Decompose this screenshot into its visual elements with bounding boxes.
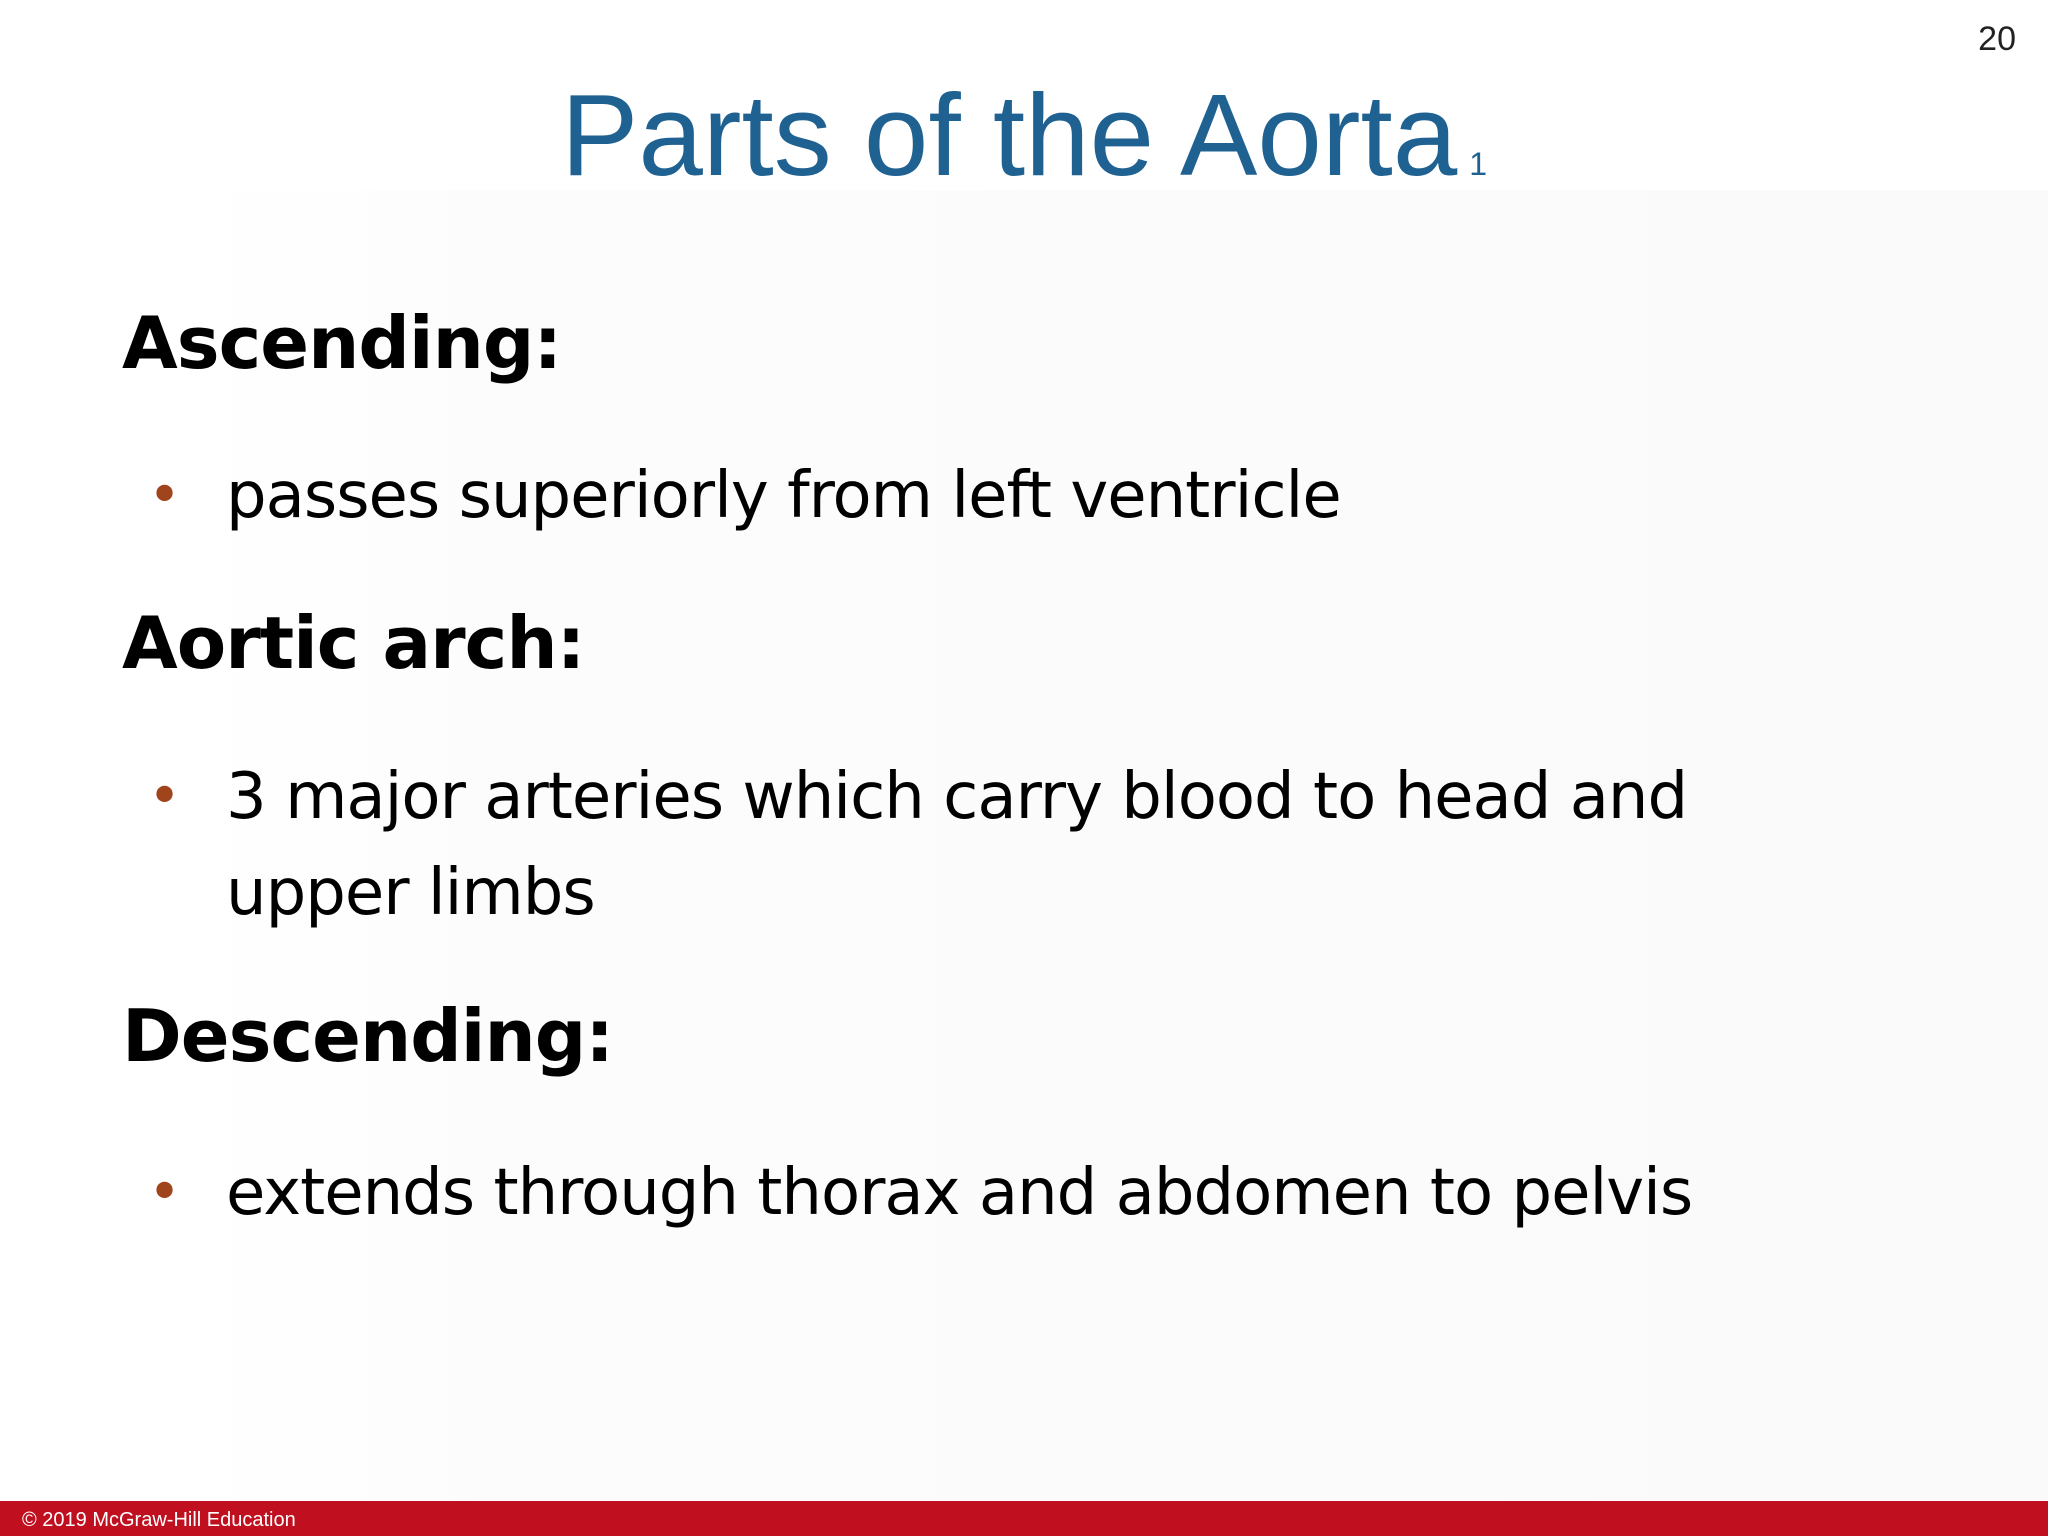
bullet-icon: • [148, 463, 181, 529]
slide-title-container [0, 72, 2048, 200]
slide-number: 20 [1978, 20, 2016, 58]
bullet-icon: • [148, 1160, 181, 1226]
slide-title-superscript: 1 [1469, 146, 1488, 182]
list-item [122, 448, 1866, 544]
slide-title: Parts of the Aorta [560, 70, 1458, 200]
footer-copyright: © 2019 McGraw-Hill Education [22, 1509, 296, 1531]
bullet-list-ascending [122, 448, 1922, 544]
bullet-list-descending [122, 1145, 1922, 1241]
section-heading-descending: Descending: [122, 993, 614, 1078]
bullet-text: passes superiorly from left ventricle [226, 459, 1341, 534]
bullet-text: 3 major arteries which carry blood to head and upper limbs [226, 759, 1688, 930]
section-heading-aortic-arch: Aortic arch: [122, 601, 585, 686]
footer-bar [0, 1501, 2048, 1536]
slide-content [122, 300, 1922, 1241]
bullet-icon: • [148, 763, 181, 829]
list-item [122, 749, 1866, 941]
list-item [122, 1145, 1866, 1241]
section-heading-ascending: Ascending: [122, 301, 562, 385]
bullet-list-aortic-arch [122, 749, 1922, 941]
bullet-text: extends through thorax and abdomen to pelvis [226, 1156, 1693, 1231]
